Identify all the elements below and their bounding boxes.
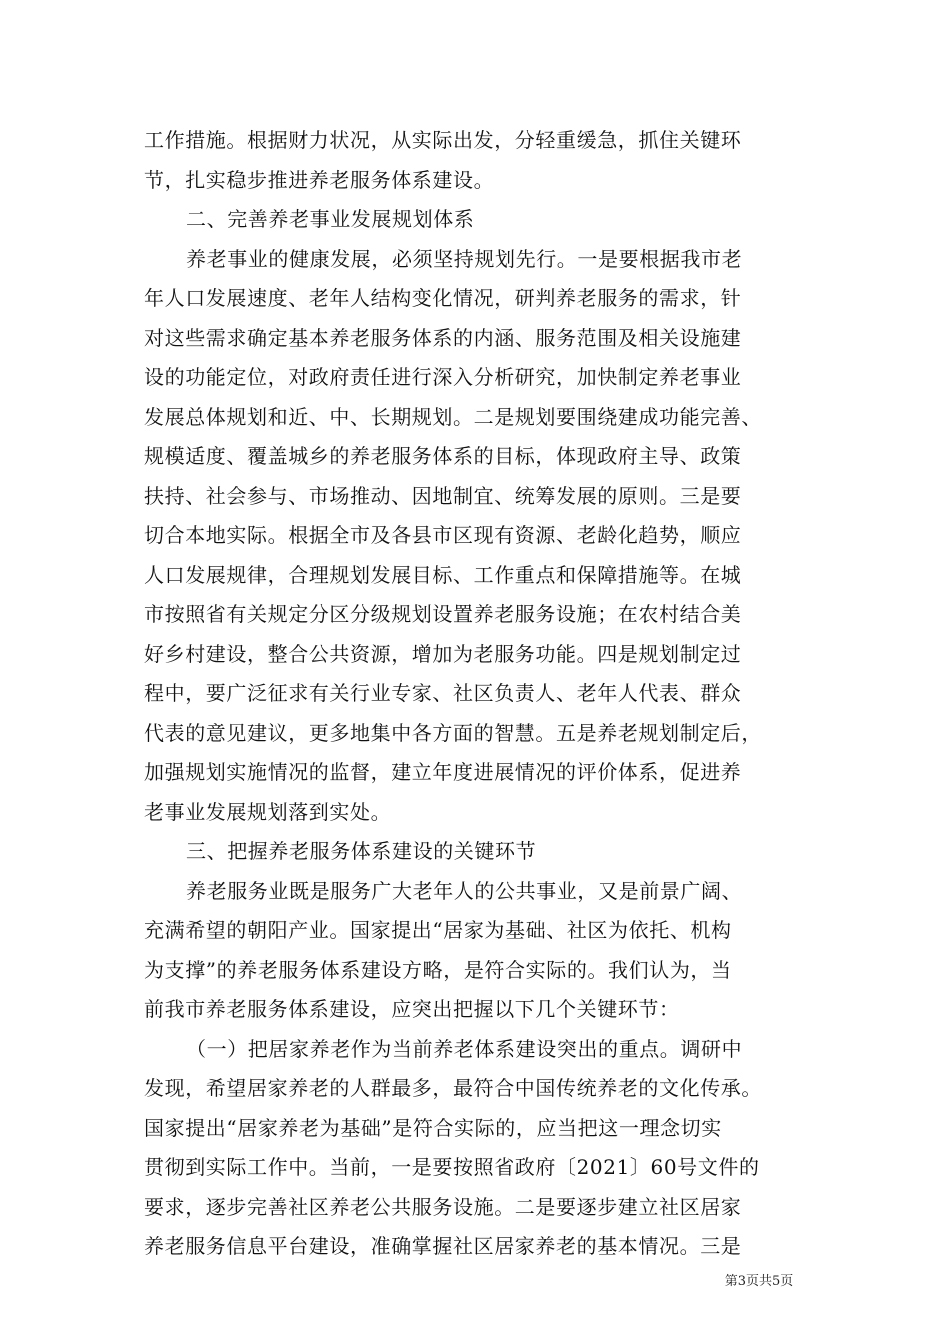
text-line: 扶持、社会参与、市场推动、因地制宜、统筹发展的原则。三是要 — [144, 483, 742, 508]
section-heading-3: 三、把握养老服务体系建设的关键环节 — [186, 839, 537, 863]
text-line: 前我市养老服务体系建设，应突出把握以下几个关键环节： — [144, 997, 680, 1021]
text-line: 养老服务信息平台建设，准确掌握社区居家养老的基本情况。三是 — [144, 1234, 742, 1258]
document-body — [144, 121, 814, 1267]
text-line: 节，扎实稳步推进养老服务体系建设。 — [144, 167, 495, 192]
text-line: 养老事业的健康发展，必须坚持规划先行。一是要根据我市老 — [186, 246, 743, 271]
page-number: 第3页共5页 — [724, 1274, 794, 1289]
text-line: 发现，希望居家养老的人群最多，最符合中国传统养老的文化传承。 — [144, 1076, 762, 1100]
text-line: 加强规划实施情况的监督，建立年度进展情况的评价体系，促进养 — [144, 760, 742, 784]
text-line: 养老服务业既是服务广大老年人的公共事业，又是前景广阔、 — [186, 878, 743, 903]
text-line: 切合本地实际。根据全市及各县市区现有资源、老龄化趋势，顺应 — [144, 523, 742, 547]
text-line: 好乡村建设，整合公共资源，增加为老服务功能。四是规划制定过 — [144, 641, 742, 666]
text-line: 程中，要广泛征求有关行业专家、社区负责人、老年人代表、群众 — [144, 681, 742, 705]
text-line: 人口发展规律，合理规划发展目标、工作重点和保障措施等。在城 — [144, 562, 742, 587]
page-footer — [0, 1270, 950, 1289]
text-line: 对这些需求确定基本养老服务体系的内涵、服务范围及相关设施建 — [144, 325, 742, 350]
text-line: 为支撑”的养老服务体系建设方略，是符合实际的。我们认为，当 — [144, 957, 732, 982]
text-line: 规模适度、覆盖城乡的养老服务体系的目标，体现政府主导、政策 — [144, 444, 742, 468]
text-line: 国家提出“居家养老为基础”是符合实际的，应当把这一理念切实 — [144, 1115, 722, 1140]
text-line: 市按照省有关规定分区分级规划设置养老服务设施；在农村结合美 — [144, 602, 742, 626]
text-line: 发展总体规划和近、中、长期规划。二是规划要围绕建成功能完善、 — [144, 404, 762, 429]
text-line: 充满希望的朝阳产业。国家提出“居家为基础、社区为依托、机构 — [144, 918, 732, 942]
text-line: 年人口发展速度、老年人结构变化情况，研判养老服务的需求，针 — [144, 286, 742, 310]
subsection-heading-1: （一）把居家养老作为当前养老体系建设突出的重点。调研中 — [186, 1036, 743, 1061]
text-line: 设的功能定位，对政府责任进行深入分析研究，加快制定养老事业 — [144, 365, 742, 389]
text-line: 工作措施。根据财力状况，从实际出发，分轻重缓急，抓住关键环 — [144, 128, 742, 152]
text-line: 要求，逐步完善社区养老公共服务设施。二是要逐步建立社区居家 — [144, 1194, 742, 1219]
text-line: 老事业发展规划落到实处。 — [144, 799, 392, 824]
text-line: 贯彻到实际工作中。当前，一是要按照省政府〔2021〕60号文件的 — [144, 1155, 760, 1179]
section-heading-2: 二、完善养老事业发展规划体系 — [186, 207, 475, 231]
text-line: 代表的意见建议，更多地集中各方面的智慧。五是养老规划制定后， — [144, 720, 762, 745]
